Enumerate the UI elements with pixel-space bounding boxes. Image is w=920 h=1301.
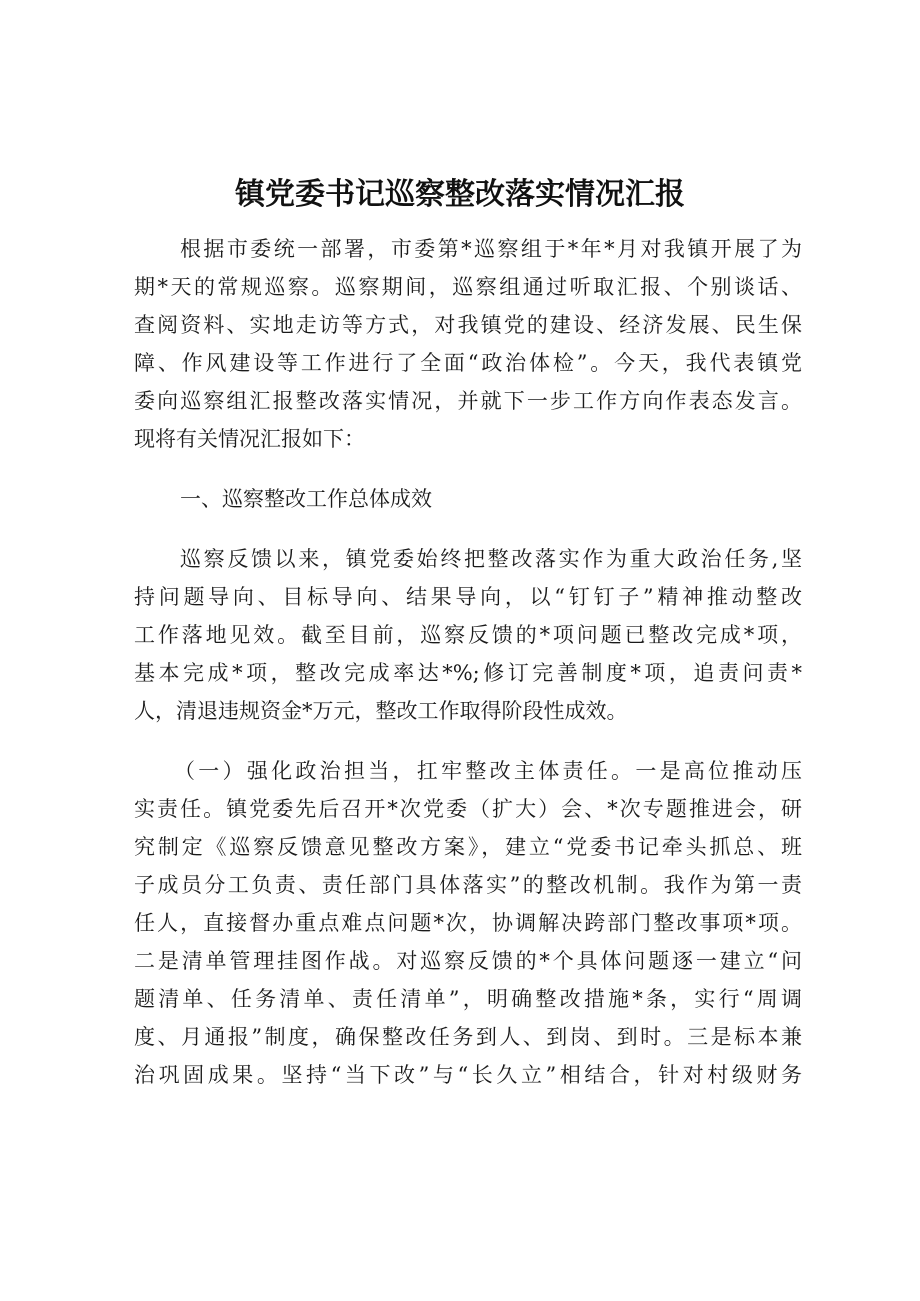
paragraph-3-line: 度、月通报”制度，确保整改任务到人、到岗、到时。三是标本兼	[134, 1025, 802, 1049]
document-title: 镇党委书记巡察整改落实情况汇报	[235, 177, 685, 212]
paragraph-1-line: 委向巡察组汇报整改落实情况，并就下一步工作方向作表态发言。	[134, 389, 802, 413]
paragraph-3-line: 题清单、任务清单、责任清单”，明确整改措施*条，实行“周调	[134, 987, 802, 1011]
paragraph-3-line: 究制定《巡察反馈意见整改方案》，建立“党委书记牵头抓总、班	[134, 835, 802, 859]
paragraph-2-line: 持问题导向、目标导向、结果导向，以“钉钉子”精神推动整改	[134, 585, 802, 609]
document-body	[134, 230, 802, 1094]
paragraph-2-line: 工作落地见效。截至目前，巡察反馈的*项问题已整改完成*项，	[134, 623, 802, 647]
paragraph-1-line: 根据市委统一部署，市委第*巡察组于*年*月对我镇开展了为	[180, 237, 802, 261]
paragraph-1-line: 查阅资料、实地走访等方式，对我镇党的建设、经济发展、民生保	[134, 313, 802, 337]
paragraph-gap	[134, 458, 802, 480]
paragraph-3-line: 实责任。镇党委先后召开*次党委（扩大）会、*次专题推进会，研	[134, 797, 802, 821]
paragraph-2-line: 巡察反馈以来，镇党委始终把整改落实作为重大政治任务,坚	[180, 547, 802, 571]
paragraph-gap	[134, 730, 802, 752]
paragraph-3-line: 任人，直接督办重点难点问题*次，协调解决跨部门整改事项*项。	[134, 911, 802, 935]
paragraph-1-line: 障、作风建设等工作进行了全面“政治体检”。今天，我代表镇党	[134, 351, 802, 375]
paragraph-1-line: 期*天的常规巡察。巡察期间，巡察组通过听取汇报、个别谈话、	[134, 275, 802, 299]
paragraph-3-line: （一）强化政治担当，扛牢整改主体责任。一是高位推动压	[174, 759, 802, 783]
paragraph-1-line: 现将有关情况汇报如下：	[134, 427, 365, 451]
paragraph-2-line: 基本完成*项，整改完成率达*%;修订完善制度*项，追责问责*	[134, 661, 802, 685]
paragraph-2-line: 人，清退违规资金*万元，整改工作取得阶段性成效。	[134, 699, 628, 723]
paragraph-3-line: 治巩固成果。坚持“当下改”与“长久立”相结合，针对村级财务	[134, 1063, 802, 1087]
paragraph-3-line: 二是清单管理挂图作战。对巡察反馈的*个具体问题逐一建立“问	[134, 949, 802, 973]
section-heading: 一、巡察整改工作总体成效	[180, 487, 432, 511]
paragraph-3-line: 子成员分工负责、责任部门具体落实”的整改机制。我作为第一责	[134, 873, 802, 897]
paragraph-gap	[134, 518, 802, 540]
